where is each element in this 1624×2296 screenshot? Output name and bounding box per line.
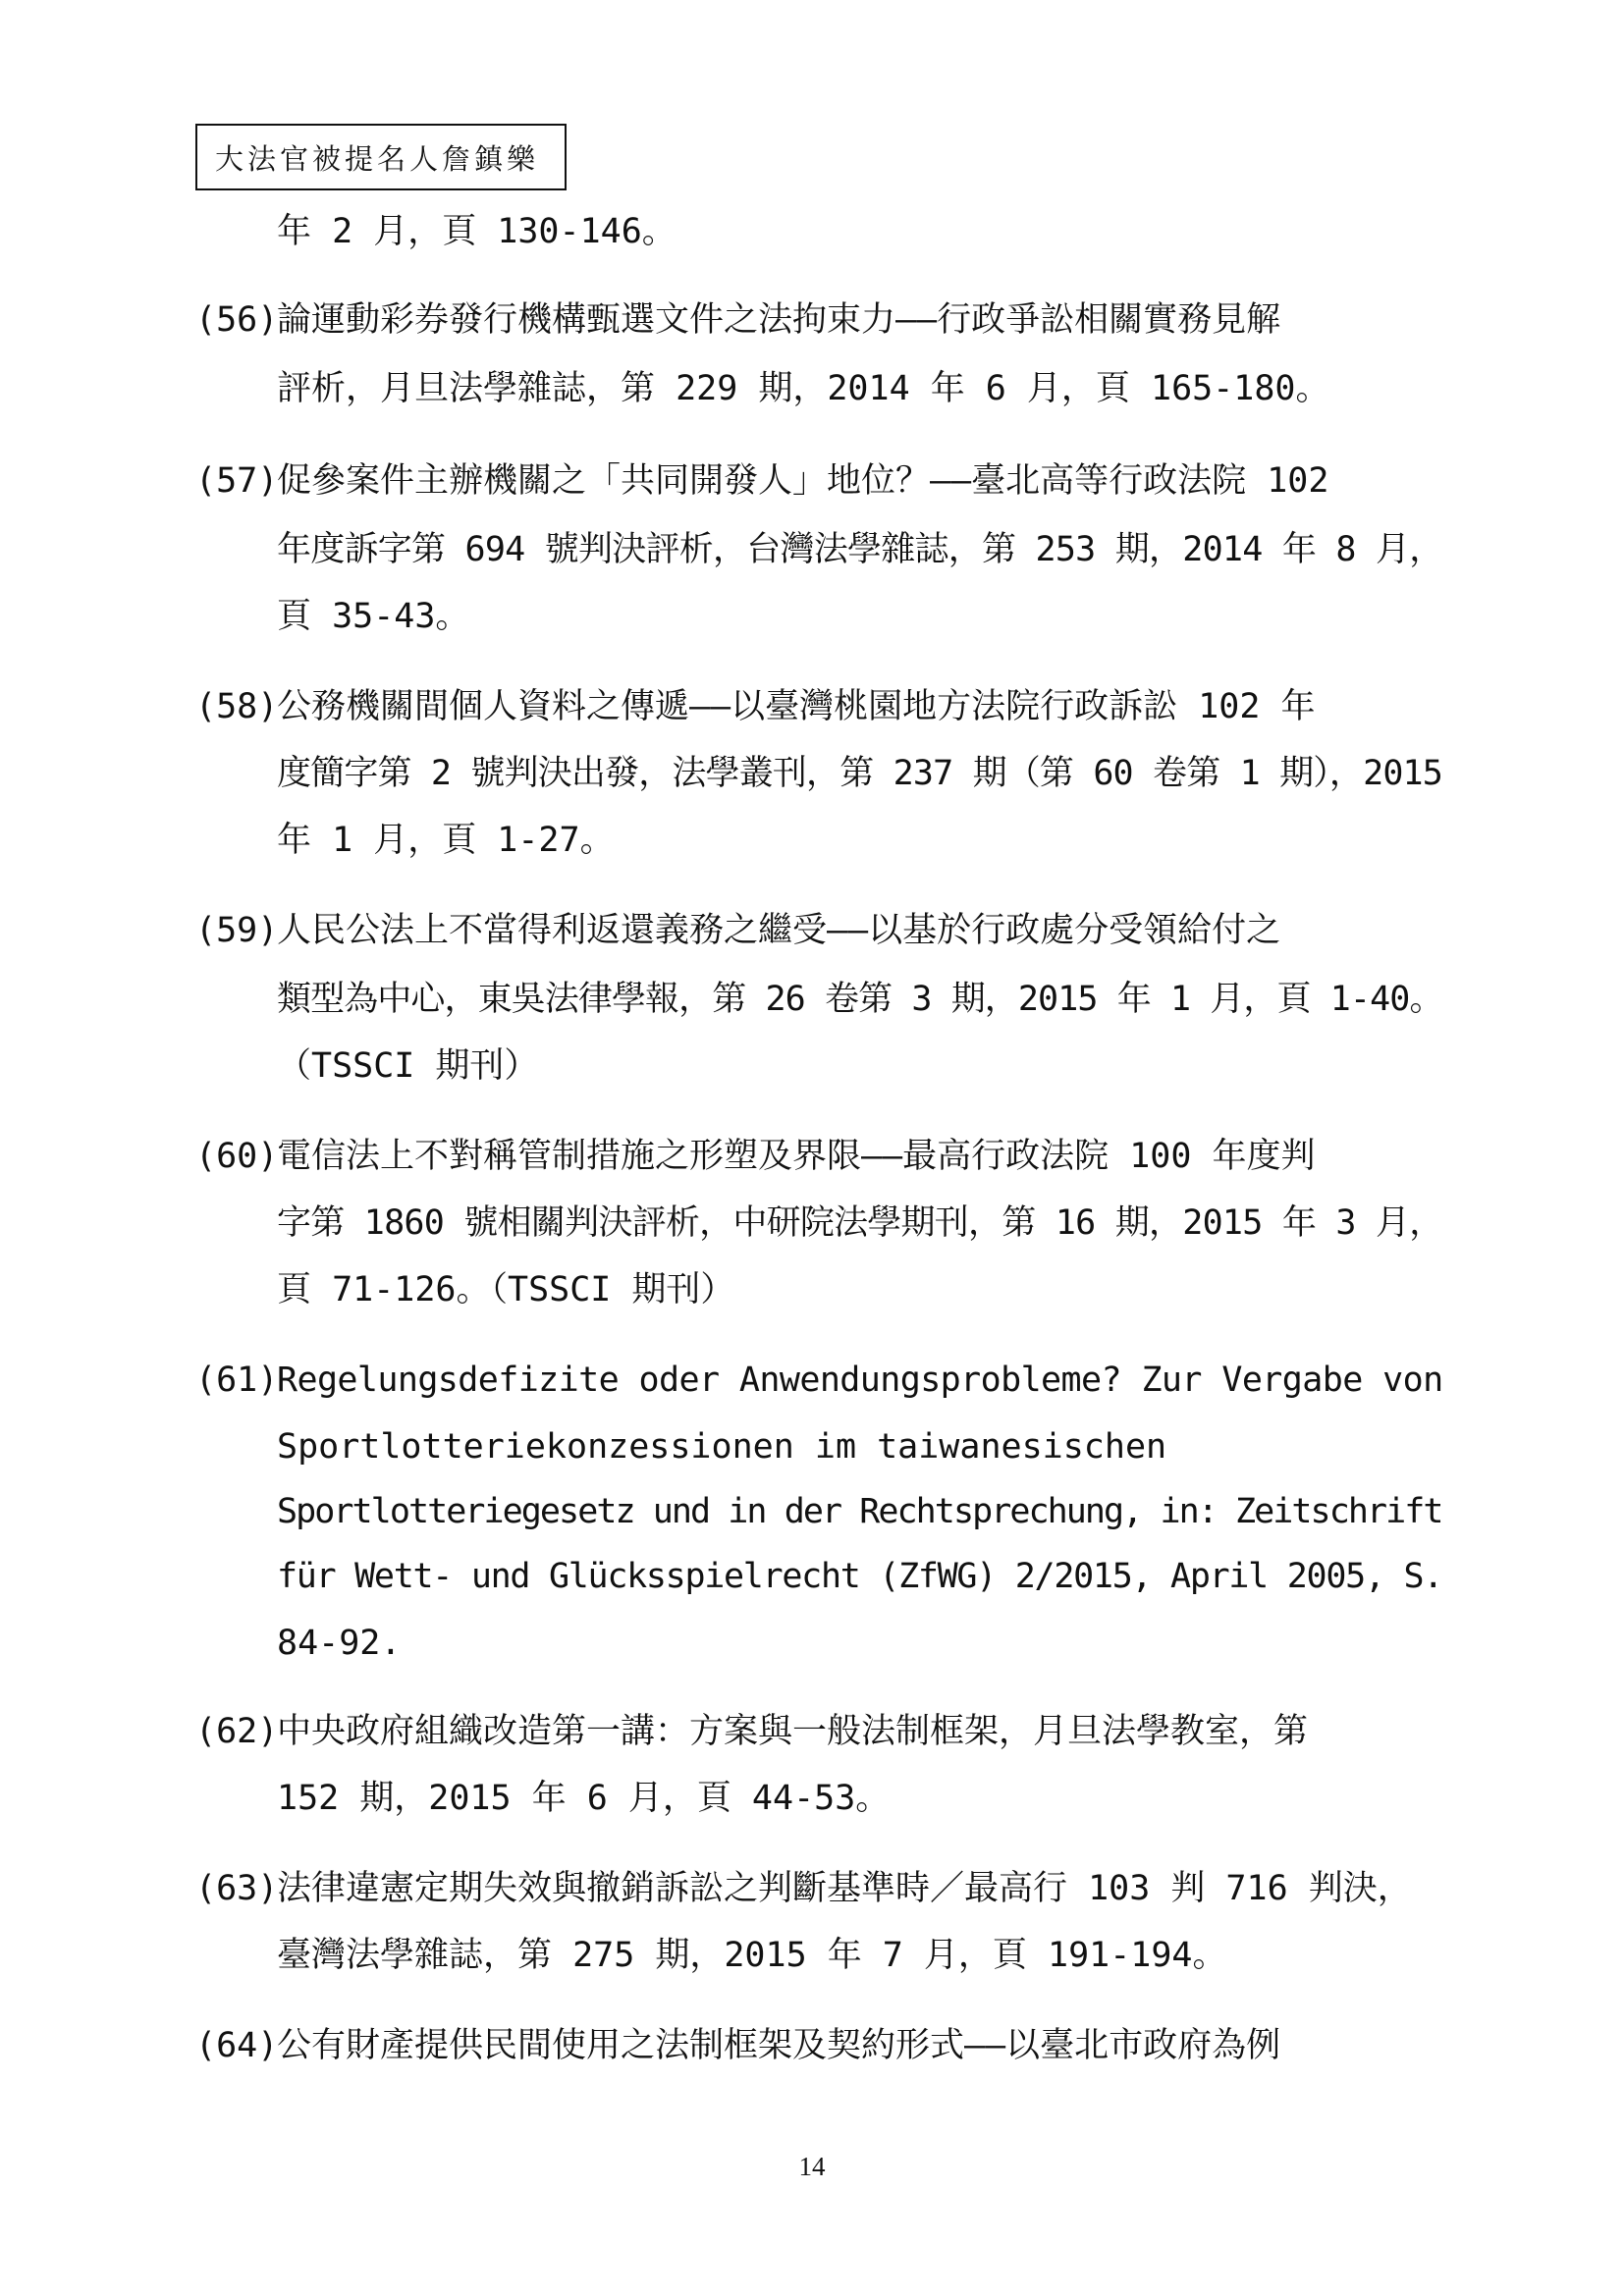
entry-62-number: (62) (195, 1712, 279, 1751)
entry-59-line-3: （TSSCI 期刊） (277, 1046, 539, 1086)
entry-58-line-3: 年 1 月，頁 1-27。 (277, 821, 615, 860)
entry-59-number: (59) (195, 911, 279, 950)
entry-56-number: (56) (195, 300, 279, 340)
entry-63-line-2: 臺灣法學雜誌，第 275 期，2015 年 7 月，頁 191-194。 (277, 1936, 1227, 1975)
entry-61-line-5: 84-92. (277, 1624, 402, 1663)
entry-58-number: (58) (195, 687, 279, 726)
nominee-header-title: 大法官被提名人詹鎮樂 (215, 141, 540, 176)
page-number: 14 (798, 2152, 826, 2181)
entry-57-line-3: 頁 35-43。 (277, 597, 470, 636)
entry-61-line-1: Regelungsdefizite oder Anwendungsprobleme? Zur Vergabe von (277, 1361, 1443, 1400)
entry-63-number: (63) (195, 1869, 279, 1908)
entry-60-line-1: 電信法上不對稱管制措施之形塑及界限——最高行政法院 100 年度判 (277, 1137, 1316, 1176)
entry-58-line-1: 公務機關間個人資料之傳遞——以臺灣桃園地方法院行政訴訟 102 年 (277, 687, 1316, 726)
entry-60-number: (60) (195, 1137, 279, 1176)
entry-59-line-1: 人民公法上不當得利返還義務之繼受——以基於行政處分受領給付之 (277, 911, 1281, 950)
entry-60-line-2: 字第 1860 號相關判決評析，中研院法學期刊，第 16 期，2015 年 3 月， (277, 1203, 1443, 1243)
entry-62-line-1: 中央政府組織改造第一講：方案與一般法制框架，月旦法學教室，第 (277, 1712, 1309, 1751)
entry-64-line-1: 公有財產提供民間使用之法制框架及契約形式——以臺北市政府為例 (277, 2026, 1281, 2065)
entry-61-number: (61) (195, 1361, 279, 1400)
entry-57-line-2: 年度訴字第 694 號判決評析，台灣法學雜誌，第 253 期，2014 年 8 月， (277, 530, 1443, 569)
continued-line: 年 2 月，頁 130-146。 (277, 212, 677, 251)
entry-61-line-3: Sportlotteriegesetz und in der Rechtsprechung, in: Zeitschrift (277, 1492, 1442, 1531)
entry-56-line-2: 評析，月旦法學雜誌，第 229 期，2014 年 6 月，頁 165-180。 (277, 369, 1330, 408)
entry-58-line-2: 度簡字第 2 號判決出發，法學叢刊，第 237 期（第 60 卷第 1 期），2015 (277, 754, 1443, 793)
entry-57-number: (57) (195, 461, 279, 501)
entry-61-line-4: für Wett- und Glücksspielrecht (ZfWG) 2/2015, April 2005, S. (277, 1557, 1443, 1596)
entry-57-line-1: 促參案件主辦機關之「共同開發人」地位？——臺北高等行政法院 102 (277, 461, 1329, 501)
entry-63-line-1: 法律違憲定期失效與撤銷訴訟之判斷基準時／最高行 103 判 716 判決， (277, 1869, 1412, 1908)
entry-61-line-2: Sportlotteriekonzessionen im taiwanesischen (277, 1427, 1167, 1467)
entry-60-line-3: 頁 71-126。（TSSCI 期刊） (277, 1270, 735, 1309)
nominee-header-box (195, 124, 567, 190)
entry-59-line-2: 類型為中心，東吳法律學報，第 26 卷第 3 期，2015 年 1 月，頁 1-40。 (277, 980, 1443, 1019)
entry-64-number: (64) (195, 2026, 279, 2065)
entry-56-line-1: 論運動彩券發行機構甄選文件之法拘束力——行政爭訟相關實務見解 (277, 300, 1281, 340)
entry-62-line-2: 152 期，2015 年 6 月，頁 44-53。 (277, 1779, 891, 1818)
